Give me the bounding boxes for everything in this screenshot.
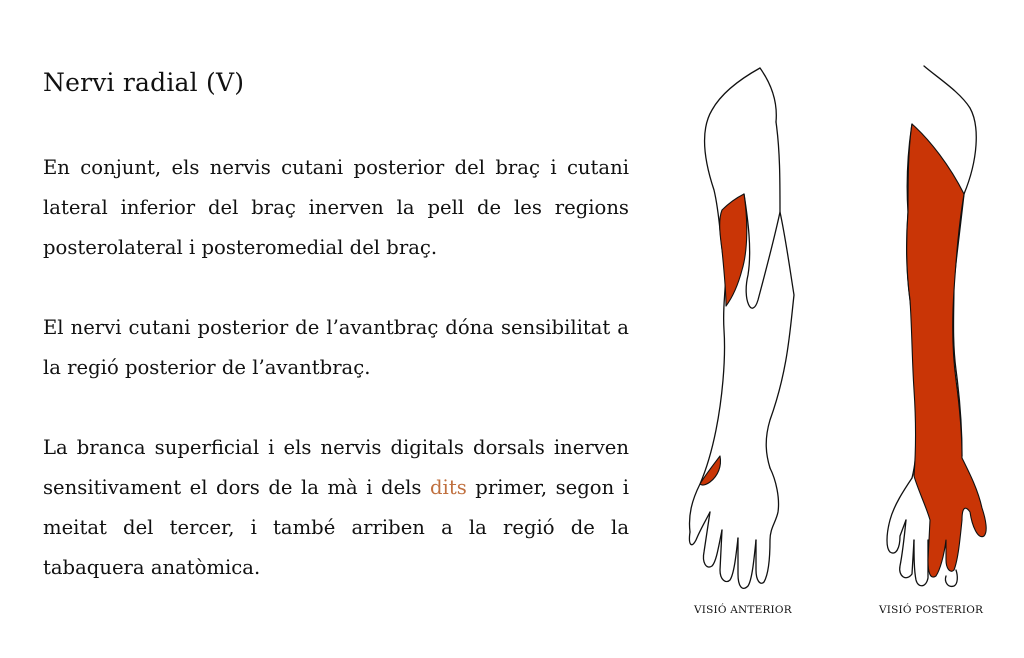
paragraph-hand-branch bbox=[43, 428, 629, 588]
paragraph-hand-text-end: primer, segon i meitat del tercer, i també arriben a la regió de la tabaquera anatòmica. bbox=[43, 476, 629, 579]
page-title: Nervi radial (V) bbox=[43, 68, 245, 97]
arm-diagram bbox=[676, 60, 1006, 620]
paragraph-arm-nerves: En conjunt, els nervis cutani posterior del braç i cutani lateral inferior del braç inerven la pell de les regions posterolateral i posteromedial del braç. bbox=[43, 156, 629, 259]
posterior-arm bbox=[887, 66, 986, 586]
dits-link[interactable]: dits bbox=[430, 476, 467, 499]
posterior-arm-zone bbox=[907, 124, 986, 577]
paragraph-hand-text-start: La branca superficial i els nervis digitals dorsals inerven sensitivament el dors de la mà i dels bbox=[43, 436, 629, 499]
anterior-thumb-zone bbox=[700, 456, 721, 485]
caption-posterior: VISIÓ POSTERIOR bbox=[879, 604, 984, 616]
anterior-arm bbox=[689, 68, 794, 588]
paragraph-forearm-nerve: El nervi cutani posterior de l’avantbraç dóna sensibilitat a la regió posterior de l’avantbraç. bbox=[43, 316, 629, 379]
anterior-arm-zone bbox=[720, 194, 747, 306]
caption-anterior: VISIÓ ANTERIOR bbox=[694, 604, 792, 616]
